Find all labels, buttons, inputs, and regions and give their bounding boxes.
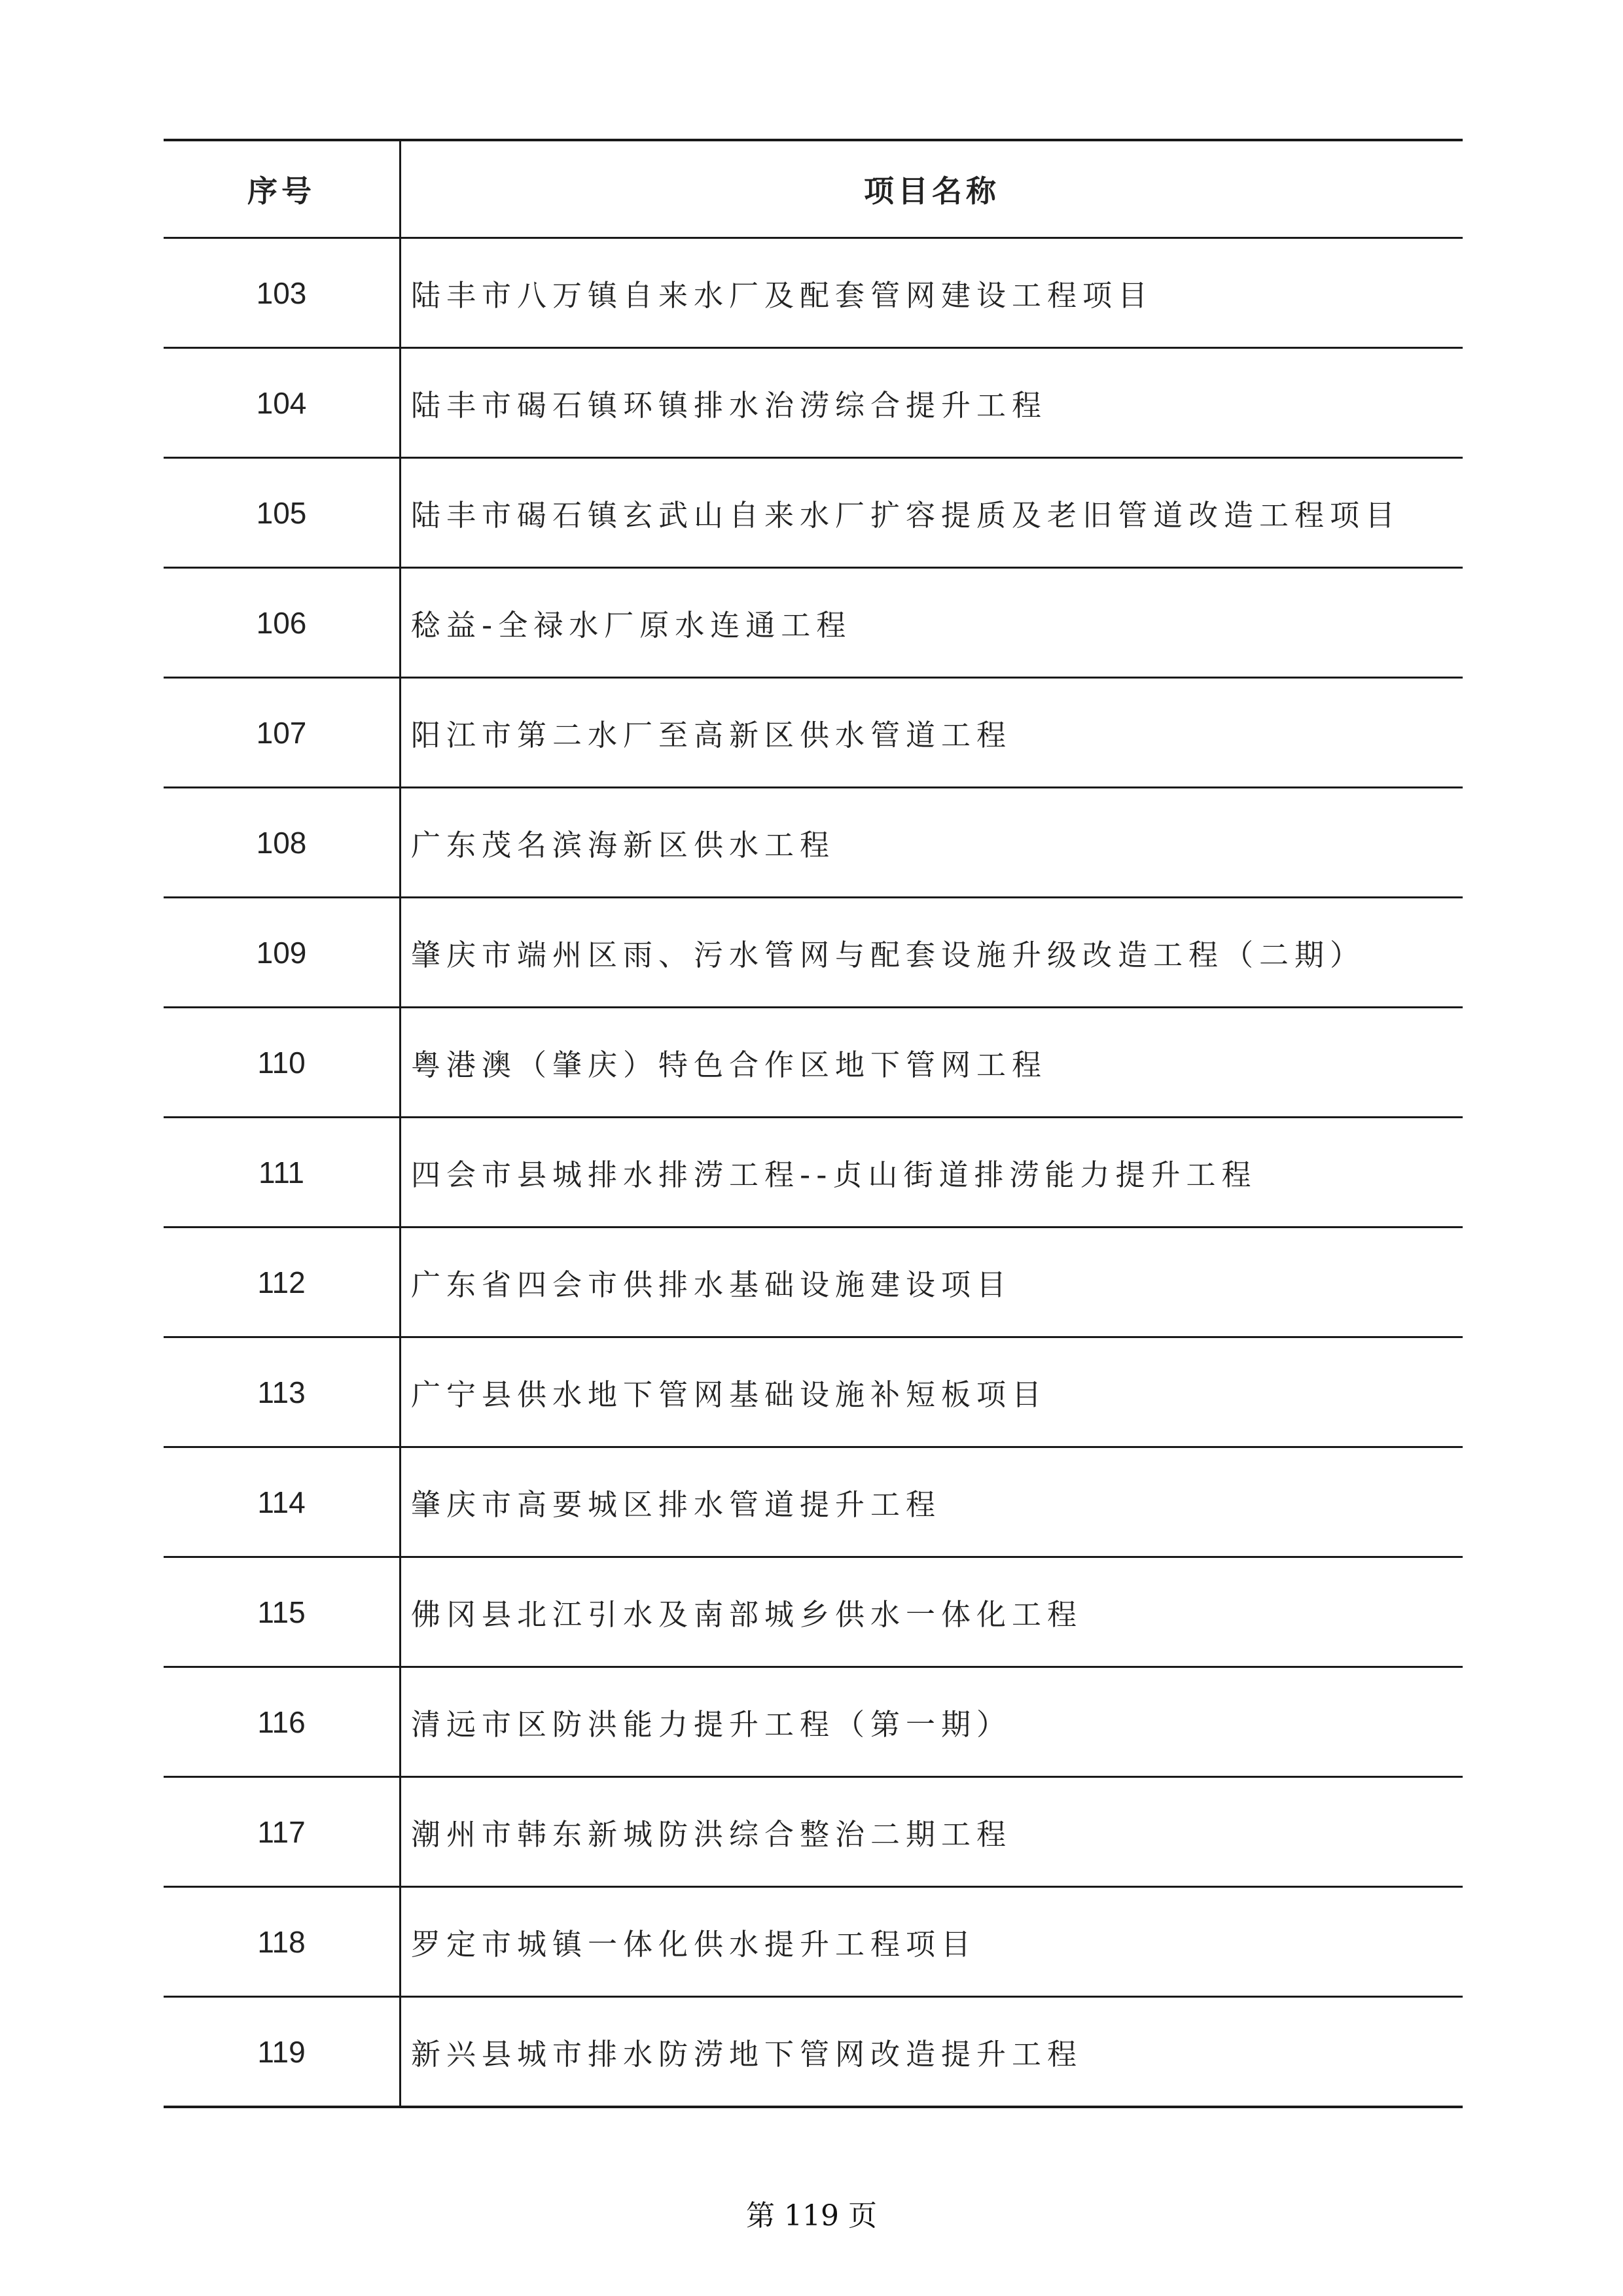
row-project-name: 广宁县供水地下管网基础设施补短板项目: [411, 1377, 1048, 1412]
table-row: [164, 347, 1463, 457]
table-row: [164, 1006, 1463, 1116]
row-project-name: 阳江市第二水厂至高新区供水管道工程: [411, 718, 1012, 752]
row-serial-number: 103: [164, 239, 401, 347]
row-serial-number: 112: [164, 1228, 401, 1336]
row-project-name: 四会市县城排水排涝工程--贞山街道排涝能力提升工程: [411, 1157, 1257, 1192]
row-serial-number: 105: [164, 459, 401, 567]
row-project-name: 肇庆市端州区雨、污水管网与配套设施升级改造工程（二期）: [411, 938, 1366, 972]
row-project-name: 稔益-全禄水厂原水连通工程: [411, 608, 852, 643]
row-project-name: 陆丰市碣石镇玄武山自来水厂扩容提质及老旧管道改造工程项目: [411, 498, 1401, 533]
table-row: [164, 1556, 1463, 1666]
row-serial-number: 106: [164, 569, 401, 677]
row-serial-number: 107: [164, 679, 401, 786]
table-row: [164, 237, 1463, 347]
table-row: [164, 1226, 1463, 1336]
row-project-name: 陆丰市八万镇自来水厂及配套管网建设工程项目: [411, 278, 1154, 313]
table-row: [164, 1116, 1463, 1226]
row-serial-number: 108: [164, 788, 401, 896]
table-row: [164, 1776, 1463, 1886]
table-row: [164, 896, 1463, 1006]
table-row: [164, 1336, 1463, 1446]
header-serial-number: 序号: [164, 141, 401, 237]
row-serial-number: 117: [164, 1778, 401, 1886]
table-header-row: [164, 141, 1463, 237]
row-serial-number: 115: [164, 1558, 401, 1666]
row-serial-number: 118: [164, 1888, 401, 1996]
header-project-name: 项目名称: [864, 173, 1000, 209]
table-row: [164, 1996, 1463, 2106]
project-table: [164, 139, 1463, 2108]
table-row: [164, 786, 1463, 896]
row-project-name: 粤港澳（肇庆）特色合作区地下管网工程: [411, 1048, 1048, 1082]
row-serial-number: 104: [164, 349, 401, 457]
table-body: [164, 237, 1463, 2106]
row-project-name: 清远市区防洪能力提升工程（第一期）: [411, 1707, 1012, 1742]
row-serial-number: 111: [164, 1118, 401, 1226]
page-number: 第 119 页: [746, 2199, 877, 2233]
row-project-name: 广东省四会市供排水基础设施建设项目: [411, 1267, 1012, 1302]
row-serial-number: 110: [164, 1008, 401, 1116]
row-serial-number: 109: [164, 898, 401, 1006]
row-project-name: 佛冈县北江引水及南部城乡供水一体化工程: [411, 1597, 1083, 1632]
row-project-name: 陆丰市碣石镇环镇排水治涝综合提升工程: [411, 388, 1048, 423]
table-row: [164, 677, 1463, 786]
row-serial-number: 114: [164, 1448, 401, 1556]
row-project-name: 肇庆市高要城区排水管道提升工程: [411, 1487, 942, 1522]
table-row: [164, 567, 1463, 677]
table-row: [164, 1666, 1463, 1776]
row-serial-number: 113: [164, 1338, 401, 1446]
table-row: [164, 1886, 1463, 1996]
row-project-name: 潮州市韩东新城防洪综合整治二期工程: [411, 1817, 1012, 1852]
table-row: [164, 1446, 1463, 1556]
row-project-name: 罗定市城镇一体化供水提升工程项目: [411, 1927, 977, 1962]
row-project-name: 广东茂名滨海新区供水工程: [411, 828, 836, 862]
row-serial-number: 119: [164, 1998, 401, 2106]
row-project-name: 新兴县城市排水防涝地下管网改造提升工程: [411, 2037, 1083, 2072]
table-row: [164, 457, 1463, 567]
row-serial-number: 116: [164, 1668, 401, 1776]
